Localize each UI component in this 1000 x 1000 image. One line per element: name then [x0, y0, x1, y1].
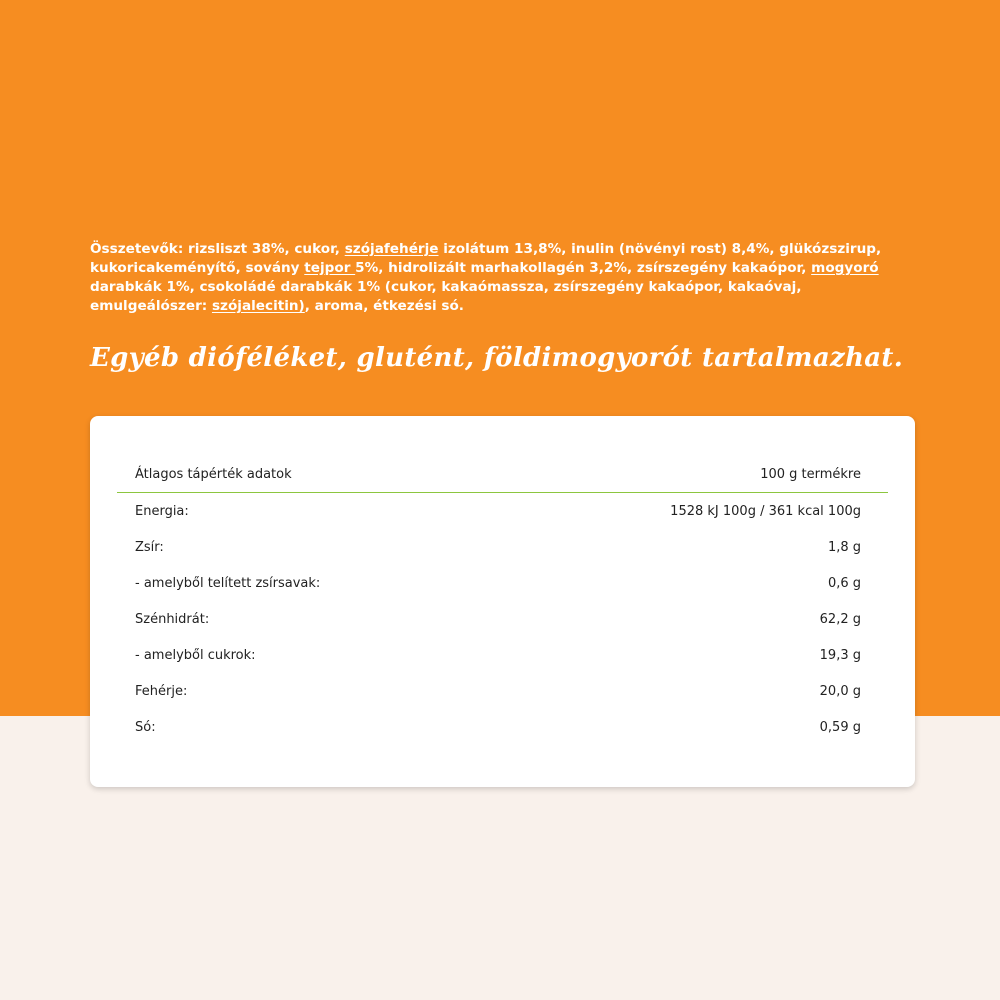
nutrition-value: 1528 kJ 100g / 361 kcal 100g	[670, 503, 861, 519]
allergen-warning: Egyéb dióféléket, glutént, földimogyorót tartalmazhat.	[90, 343, 904, 373]
nutrition-value: 20,0 g	[819, 683, 861, 699]
allergen-soy-protein: szójafehérje	[344, 241, 439, 257]
nutrition-row-saturated-fat	[117, 565, 888, 601]
nutrition-label: - amelyből telített zsírsavak:	[135, 575, 321, 591]
nutrition-label: Fehérje:	[135, 683, 188, 699]
nutrition-table	[117, 456, 888, 745]
nutrition-value: 0,6 g	[827, 575, 861, 591]
nutrition-row-protein	[117, 673, 888, 709]
allergen-milk-powder: tejpor	[304, 260, 356, 276]
nutrition-label: Zsír:	[135, 539, 164, 555]
nutrition-row-carbohydrate	[117, 601, 888, 637]
nutrition-label: - amelyből cukrok:	[135, 647, 256, 663]
nutrition-row-salt	[117, 709, 888, 745]
nutrition-value: 1,8 g	[827, 539, 861, 555]
allergen-soy-lecithin: szójalecitin)	[211, 298, 305, 314]
ingredients-text: Összetevők: rizsliszt 38%, cukor, szójafehérje izolátum 13,8%, inulin (növényi rost) 8,4%, glükózszirup, kukoricakeményítő, sovány tejpor 5%, hidrolizált marhakollagén 3,2%, zsírszegény kakaópor, mogyoró darabkák 1%, csokoládé darabkák 1% (cukor, kakaómassza, zsírszegény kakaópor, kakaóvaj, emulgeálószer: szójalecitin), aroma, étkezési só.	[90, 241, 882, 314]
nutrition-card	[90, 416, 915, 787]
nutrition-label: Szénhidrát:	[135, 611, 210, 627]
nutrition-row-sugars	[117, 637, 888, 673]
nutrition-row-energy	[117, 493, 888, 529]
nutrition-value: 0,59 g	[819, 719, 861, 735]
allergen-hazelnut: mogyoró	[811, 260, 879, 276]
nutrition-header-row	[117, 456, 888, 493]
nutrition-value: 62,2 g	[819, 611, 861, 627]
nutrition-label: Energia:	[135, 503, 189, 519]
nutrition-label: Só:	[135, 719, 156, 735]
nutrition-header-label: Átlagos tápérték adatok	[135, 466, 292, 482]
nutrition-row-fat	[117, 529, 888, 565]
nutrition-header-value: 100 g termékre	[760, 466, 861, 482]
nutrition-value: 19,3 g	[819, 647, 861, 663]
